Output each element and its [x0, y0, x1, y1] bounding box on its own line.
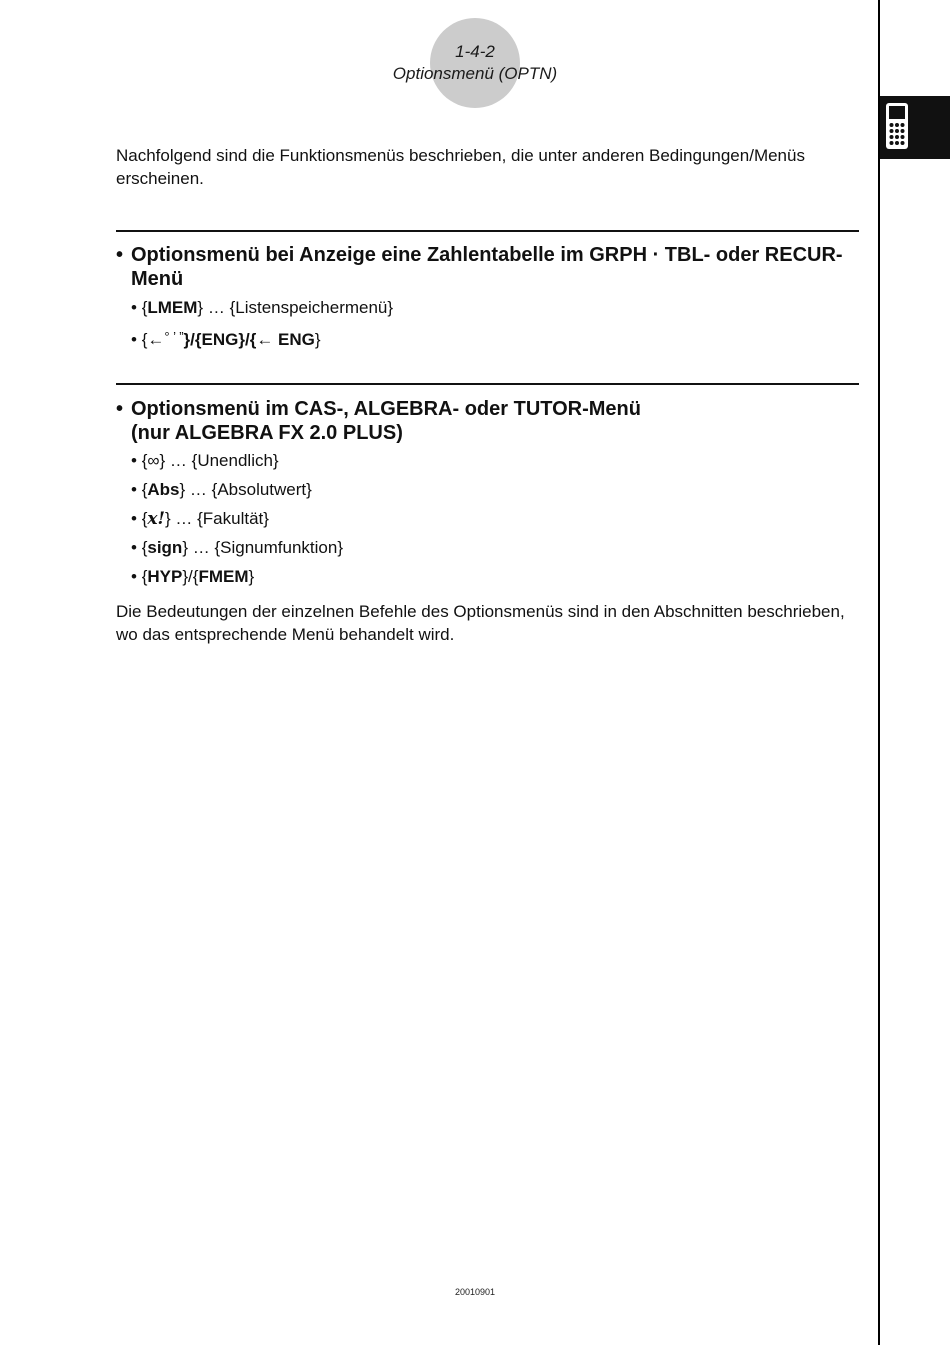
list-item: • {sign} … {Signumfunktion} — [131, 538, 344, 557]
header-circle — [430, 18, 520, 108]
list-item: • {x!} … {Fakultät} — [131, 509, 269, 529]
footer-date-code: 20010901 — [454, 1287, 496, 1297]
arrow-left-icon: ← — [256, 330, 274, 349]
right-margin-rule — [878, 0, 880, 1345]
page-number: 1-4-2 — [455, 42, 495, 61]
section2-heading-line2: (nur ALGEBRA FX 2.0 PLUS) — [131, 422, 403, 444]
arrow-left-icon: ← — [147, 330, 165, 349]
list-item: • {←° ’ ”}/{ENG}/{← ENG} — [131, 329, 321, 349]
page-title: Optionsmenü (OPTN) — [392, 64, 558, 83]
chapter-tab — [880, 96, 950, 159]
section2-bullet: • — [116, 398, 124, 420]
list-item: • {LMEM} … {Listenspeichermenü} — [131, 298, 394, 317]
section2-heading — [116, 397, 861, 445]
infinity-icon: ∞ — [147, 451, 160, 470]
section2-heading-line1: Optionsmenü im CAS-, ALGEBRA- oder TUTOR-Menü — [131, 398, 641, 420]
list-item: • {HYP}/{FMEM} — [131, 567, 255, 586]
closing-paragraph: Die Bedeutungen der einzelnen Befehle des Optionsmenüs sind in den Abschnitten beschrieben, wo das entsprechende Menü behandelt wird. — [116, 602, 845, 644]
section1-heading-text: Optionsmenü bei Anzeige eine Zahlentabelle im GRPH · TBL- oder RECUR-Menü — [131, 244, 843, 290]
list-item: • {∞} … {Unendlich} — [131, 451, 279, 470]
section-divider-1 — [116, 230, 859, 232]
list-item: • {Abs} … {Absolutwert} — [131, 480, 312, 499]
section1-heading — [116, 243, 861, 291]
section-divider-2 — [116, 383, 859, 385]
calculator-icon — [885, 102, 909, 150]
section1-bullet: • — [116, 244, 124, 266]
intro-paragraph: Nachfolgend sind die Funktionsmenüs beschrieben, die unter anderen Bedingungen/Menüs erscheinen. — [116, 146, 805, 188]
